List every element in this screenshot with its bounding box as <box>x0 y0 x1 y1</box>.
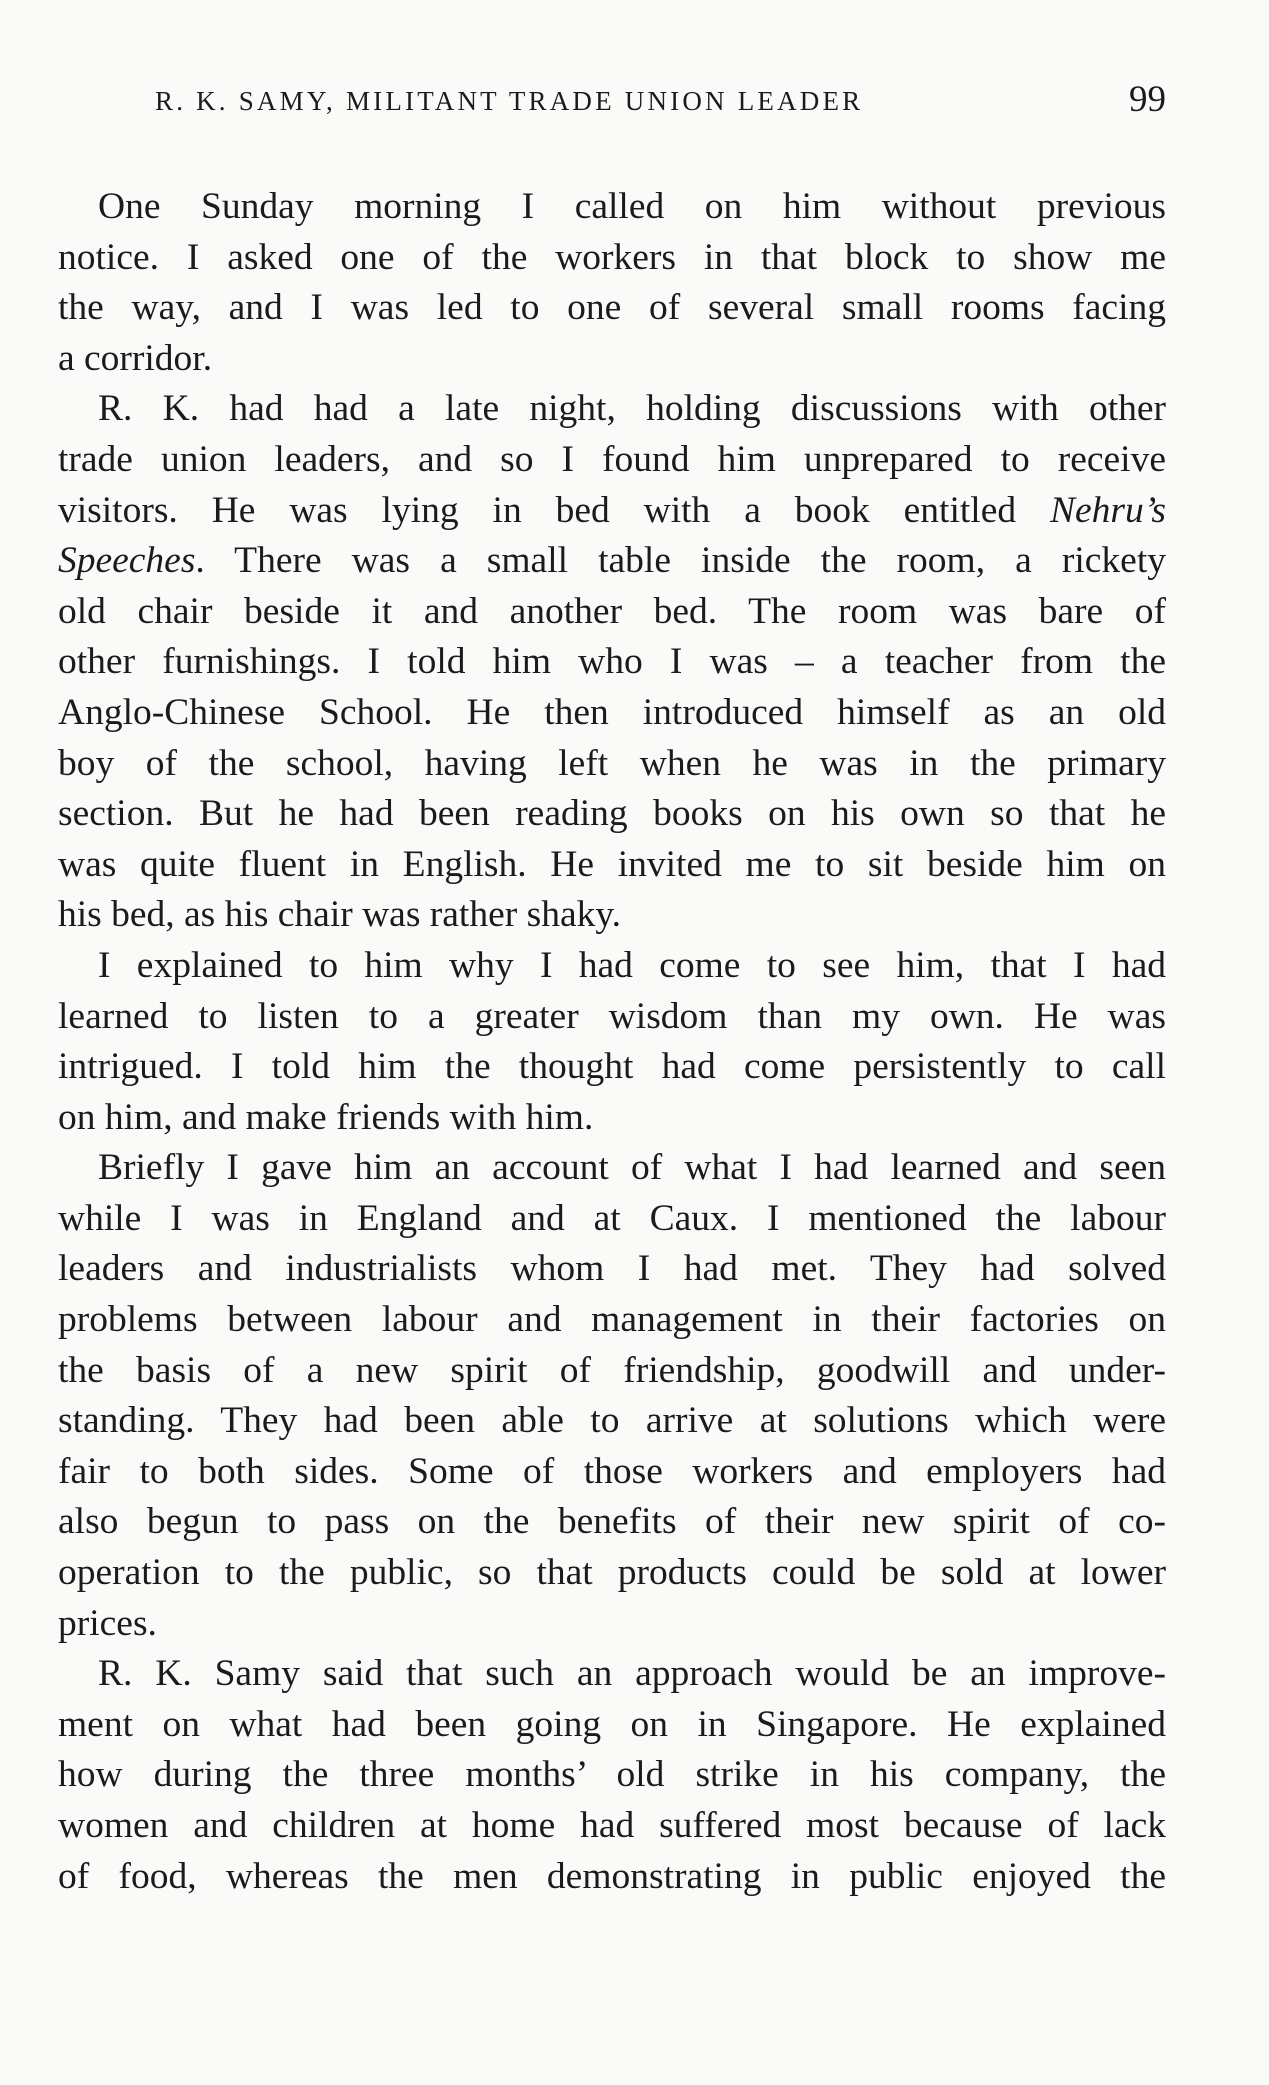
text-line <box>58 1548 1166 1599</box>
text-line <box>58 688 1166 739</box>
text-segment: leaders and industrialists whom I had met. They had solved <box>58 1248 1166 1290</box>
text-line <box>58 384 1166 435</box>
text-segment: his bed, as his chair was rather shaky. <box>58 894 622 936</box>
text-line <box>58 1143 1166 1194</box>
italic-title: Speeches <box>58 540 196 582</box>
text-segment: while I was in England and at Caux. I mentioned the labour <box>58 1197 1166 1239</box>
text-segment: learned to listen to a greater wisdom than my own. He was <box>58 995 1166 1037</box>
text-line <box>58 941 1166 992</box>
text-segment: a corridor. <box>58 337 213 379</box>
text-line <box>58 840 1166 891</box>
text-segment: Anglo-Chinese School. He then introduced himself as an old <box>58 691 1166 733</box>
text-segment: operation to the public, so that products could be sold at lower <box>58 1552 1166 1594</box>
paragraph <box>58 1143 1166 1649</box>
text-line <box>58 536 1166 587</box>
text-segment: prices. <box>58 1602 157 1644</box>
text-line <box>58 1700 1166 1751</box>
paragraph <box>58 384 1166 941</box>
text-segment: intrigued. I told him the thought had come persistently to call <box>58 1046 1166 1088</box>
text-segment: trade union leaders, and so I found him unprepared to receive <box>58 438 1166 480</box>
text-line <box>58 1852 1166 1903</box>
text-segment: boy of the school, having left when he was in the primary <box>58 742 1166 784</box>
text-line <box>58 587 1166 638</box>
text-segment: also begun to pass on the benefits of their new spirit of co- <box>58 1501 1166 1543</box>
text-segment: . There was a small table inside the room, a rickety <box>195 540 1166 582</box>
text-segment: ment on what had been going on in Singapore. He explained <box>58 1703 1166 1745</box>
text-line <box>58 1194 1166 1245</box>
text-segment: was quite fluent in English. He invited me to sit beside him on <box>58 843 1166 885</box>
text-line <box>58 1244 1166 1295</box>
text-line <box>58 1649 1166 1700</box>
text-segment: other furnishings. I told him who I was – a teacher from the <box>58 641 1166 683</box>
text-segment: problems between labour and management in their factories on <box>58 1299 1166 1341</box>
text-line <box>58 992 1166 1043</box>
text-segment: the basis of a new spirit of friendship, goodwill and under- <box>58 1349 1166 1391</box>
text-line <box>58 486 1166 537</box>
text-segment: R. K. had had a late night, holding discussions with other <box>98 388 1166 430</box>
text-segment: section. But he had been reading books on his own so that he <box>58 793 1166 835</box>
text-segment: R. K. Samy said that such an approach would be an improve- <box>98 1653 1166 1695</box>
text-line <box>58 1447 1166 1498</box>
text-line <box>58 1396 1166 1447</box>
text-line <box>58 283 1166 334</box>
running-head <box>155 79 1166 126</box>
running-head-title: R. K. SAMY, MILITANT TRADE UNION LEADER <box>155 86 864 116</box>
text-segment: women and children at home had suffered most because of lack <box>58 1805 1166 1846</box>
text-line <box>58 435 1166 486</box>
text-line <box>58 890 1166 941</box>
text-line <box>58 334 1166 385</box>
text-segment: the way, and I was led to one of several small rooms facing <box>58 287 1166 329</box>
text-segment: Briefly I gave him an account of what I had learned and seen <box>98 1147 1166 1189</box>
text-line <box>58 182 1166 233</box>
text-segment: notice. I asked one of the workers in that block to show me <box>58 236 1166 278</box>
text-line <box>58 1346 1166 1397</box>
text-line <box>58 1295 1166 1346</box>
paragraph <box>58 941 1166 1143</box>
text-segment: of food, whereas the men demonstrating in public enjoyed the <box>58 1855 1166 1897</box>
paragraph <box>58 182 1166 384</box>
paragraph <box>58 1649 1166 1902</box>
text-segment: I explained to him why I had come to see him, that I had <box>98 944 1166 986</box>
text-line <box>58 1093 1166 1144</box>
text-line <box>58 1497 1166 1548</box>
page-number: 99 <box>1129 79 1166 120</box>
text-line <box>58 637 1166 688</box>
text-line <box>58 1801 1166 1852</box>
text-segment: how during the three months’ old strike in his company, the <box>58 1754 1166 1796</box>
text-segment: old chair beside it and another bed. The room was bare of <box>58 590 1166 632</box>
text-line <box>58 739 1166 790</box>
text-line <box>58 1750 1166 1801</box>
text-segment: One Sunday morning I called on him without previous <box>98 186 1166 227</box>
text-segment: visitors. He was lying in bed with a book entitled <box>58 489 1050 531</box>
italic-title: Nehru’s <box>1050 489 1166 531</box>
text-line <box>58 789 1166 840</box>
text-segment: standing. They had been able to arrive at solutions which were <box>58 1400 1166 1442</box>
text-segment: fair to both sides. Some of those workers and employers had <box>58 1450 1166 1492</box>
body-text <box>58 182 1166 1902</box>
text-line <box>58 1599 1166 1650</box>
text-line <box>58 233 1166 284</box>
text-segment: on him, and make friends with him. <box>58 1096 594 1138</box>
text-line <box>58 1042 1166 1093</box>
